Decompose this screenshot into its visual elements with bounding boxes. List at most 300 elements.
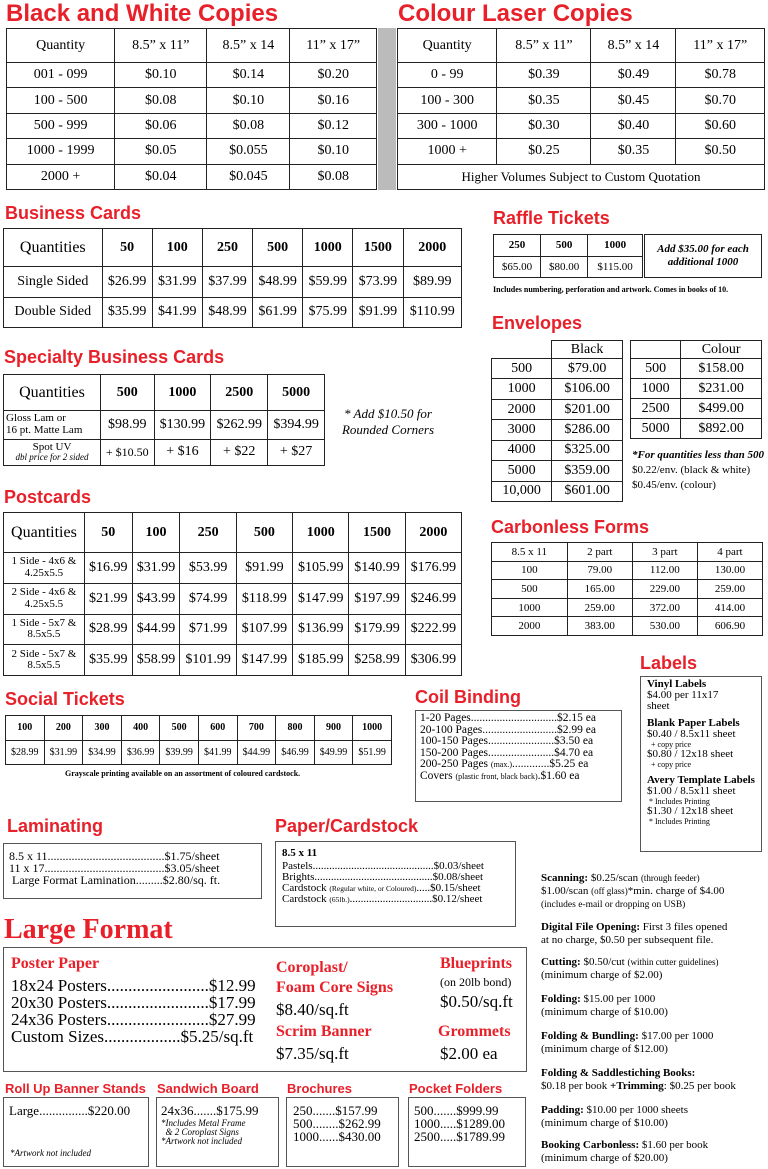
paper-line-note: (65lb.): [329, 895, 350, 904]
specialty-note: * Add $10.50 for: [344, 406, 432, 421]
service-text: $0.18 per book: [541, 1080, 611, 1092]
pc-row-label: 8.5x5.5: [27, 659, 61, 672]
large-format-box: [3, 947, 527, 1072]
service-text: (minimum charge of $10.00): [541, 1117, 668, 1129]
raffle-footnote: Includes numbering, perforation and artwork. Comes in books of 10.: [493, 285, 729, 294]
env-cell: 5000: [631, 419, 681, 439]
cf-header: 8.5 x 11: [492, 543, 568, 562]
service-text: $0.50/cut: [580, 956, 628, 968]
social-table: [5, 715, 392, 765]
bc-cell: $48.99: [253, 267, 303, 298]
sp-cell: $394.99: [268, 411, 325, 440]
st-header: 500: [160, 716, 199, 741]
st-header: 700: [237, 716, 276, 741]
labels-note: + copy price: [647, 760, 692, 769]
coil-line: .$1.60 ea: [537, 769, 580, 782]
bw-copies-title: Black and White Copies: [6, 0, 279, 27]
cf-cell: 79.00: [567, 561, 632, 580]
service-line: [541, 1006, 767, 1019]
colour-cell: 100 - 300: [398, 88, 497, 113]
sandwich-line: 24x36.......$175.99: [161, 1103, 259, 1118]
service-text: First 3 files opened: [640, 921, 728, 933]
coroplast-title: Coroplast/ Foam Core Signs: [276, 959, 394, 996]
service-text: Folding & Bundling:: [541, 1030, 639, 1042]
sp-cell: + $22: [211, 439, 268, 465]
service-text: +Trimming: [610, 1080, 664, 1092]
labels-note: * Includes Printing: [647, 817, 710, 826]
envelopes-bw-table: [491, 340, 623, 502]
env-cell: $201.00: [552, 399, 623, 419]
service-line: [541, 1030, 767, 1043]
labels-heading: Avery Template Labels: [647, 774, 755, 786]
pc-cell: $147.99: [236, 645, 292, 676]
coil-line-note: (plastic front, black back): [455, 771, 538, 781]
env-header: Black: [552, 341, 623, 359]
colour-cell: $0.45: [591, 88, 676, 113]
bc-cell: $59.99: [303, 267, 353, 298]
bc-cell: $35.99: [102, 297, 152, 328]
st-header: 400: [121, 716, 160, 741]
sp-cell: + $10.50: [101, 439, 155, 465]
cf-cell: 1000: [492, 598, 568, 617]
service-line: [541, 1152, 767, 1165]
colour-cell: $0.30: [497, 113, 591, 138]
sandwich-note: *Artwork not included: [161, 1136, 242, 1146]
pc-cell: $31.99: [132, 553, 180, 584]
env-cell: 10,000: [492, 481, 552, 501]
env-cell: $158.00: [681, 359, 762, 379]
cf-cell: 530.00: [632, 617, 697, 636]
carbonless-title: Carbonless Forms: [491, 517, 650, 537]
raffle-title: Raffle Tickets: [493, 208, 610, 228]
brochures-title: Brochures: [287, 1081, 353, 1096]
poster-line: 20x30 Posters........................$17.99: [11, 993, 256, 1012]
specialty-table: [3, 374, 325, 466]
grommets-price: $2.00 ea: [440, 1044, 498, 1063]
pc-cell: $58.99: [132, 645, 180, 676]
services-list: [541, 872, 767, 1165]
pc-cell: $176.99: [405, 553, 461, 584]
bc-header: 250: [202, 229, 252, 267]
env-cell: 3000: [492, 420, 552, 440]
brochure-line: 1000......$430.00: [293, 1129, 381, 1144]
rollup-line: Large...............$220.00: [9, 1103, 131, 1118]
env-cell: $231.00: [681, 379, 762, 399]
bc-header: 50: [102, 229, 152, 267]
bw-cell: $0.10: [115, 63, 207, 88]
coil-line-note: (max.): [490, 760, 513, 769]
folders-title: Pocket Folders: [409, 1081, 503, 1096]
pc-cell: $101.99: [180, 645, 236, 676]
bc-cell: $110.99: [403, 297, 462, 328]
service-text: (through feeder): [640, 873, 700, 883]
sp-row-label: Gloss Lam or: [6, 412, 66, 425]
brochures-box: [286, 1097, 399, 1167]
st-cell: $31.99: [44, 740, 83, 765]
pc-row-label: 1 Side - 5x7 &: [11, 616, 77, 629]
colour-header: Quantity: [398, 29, 497, 63]
bw-cell: $0.06: [115, 113, 207, 138]
st-cell: $51.99: [353, 740, 392, 765]
service-line: [541, 956, 767, 969]
blueprints-price: $0.50/sq.ft: [440, 992, 513, 1011]
colour-copies-title: Colour Laser Copies: [398, 0, 633, 27]
labels-heading: Blank Paper Labels: [647, 717, 740, 729]
cf-cell: 606.90: [697, 617, 762, 636]
scrim-title: Scrim Banner: [276, 1023, 372, 1040]
coil-line: 20-100 Pages..........................$2.99 ea: [420, 723, 596, 736]
sandwich-title: Sandwich Board: [157, 1081, 259, 1096]
raffle-header: 1000: [588, 235, 643, 257]
service-line: [541, 872, 767, 885]
bc-cell: $31.99: [152, 267, 202, 298]
pc-cell: $179.99: [349, 614, 405, 645]
specialty-note: Rounded Corners: [341, 421, 435, 437]
pc-row-label: 2 Side - 5x7 &: [11, 647, 77, 660]
brochure-line: 250.......$157.99: [293, 1103, 378, 1118]
service-text: $17.00 per 1000: [638, 1030, 714, 1042]
service-text: Folding & Saddlestiching Books:: [541, 1067, 696, 1079]
raffle-cell: $65.00: [494, 256, 541, 278]
paper-line: .....$0.15/sheet: [416, 882, 481, 894]
rollup-title: Roll Up Banner Stands: [5, 1081, 146, 1096]
bc-cell: Single Sided: [4, 267, 103, 298]
st-header: 300: [83, 716, 122, 741]
section-divider: [378, 28, 396, 190]
bc-cell: $48.99: [202, 297, 252, 328]
colour-cell: $0.49: [591, 63, 676, 88]
bw-copies-table: [6, 28, 377, 190]
sp-header: 5000: [268, 375, 325, 411]
env-cell: 5000: [492, 461, 552, 481]
service-text: (minimum charge of $12.00): [541, 1043, 668, 1055]
pc-header: 1500: [349, 513, 405, 553]
colour-cell: 300 - 1000: [398, 113, 497, 138]
service-line: [541, 1104, 767, 1117]
bw-cell: $0.20: [290, 63, 377, 88]
pc-cell: $35.99: [84, 645, 132, 676]
paper-line: ..............................$0.12/sheet: [349, 893, 483, 905]
postcards-table: [3, 512, 462, 676]
st-header: 100: [6, 716, 45, 741]
colour-cell: 1000 +: [398, 139, 497, 164]
sp-cell: $262.99: [211, 411, 268, 440]
pc-cell: $91.99: [236, 553, 292, 584]
raffle-add-note: Add $35.00 for each additional 1000: [644, 234, 762, 278]
colour-cell: $0.70: [676, 88, 765, 113]
bw-cell: $0.04: [115, 164, 207, 189]
pc-cell: $140.99: [349, 553, 405, 584]
pc-cell: $71.99: [180, 614, 236, 645]
bc-cell: $37.99: [202, 267, 252, 298]
bw-cell: 100 - 500: [7, 88, 115, 113]
paper-line: Brights: [282, 871, 315, 883]
cf-cell: 112.00: [632, 561, 697, 580]
colour-cell: $0.50: [676, 139, 765, 164]
raffle-header: 250: [494, 235, 541, 257]
bc-header: Quantities: [4, 229, 103, 267]
coil-title: Coil Binding: [415, 687, 521, 707]
labels-line: $4.00 per 11x17: [647, 689, 719, 701]
paper-line: Cardstock: [282, 882, 330, 894]
service-text: at no charge, $0.50 per subsequent file.: [541, 934, 714, 946]
bc-cell: $89.99: [403, 267, 462, 298]
pc-row-label: 8.5x5.5: [27, 628, 61, 641]
pc-header: 100: [132, 513, 180, 553]
postcards-title: Postcards: [4, 487, 92, 507]
raffle-header: 500: [541, 235, 588, 257]
laminating-box: [3, 843, 262, 899]
cf-cell: 372.00: [632, 598, 697, 617]
service-text: Booking Carbonless:: [541, 1139, 640, 1151]
service-text: (minimum charge of $2.00): [541, 969, 663, 981]
pc-header: 250: [180, 513, 236, 553]
pc-cell: $197.99: [349, 583, 405, 614]
bw-cell: $0.08: [290, 164, 377, 189]
pc-cell: $136.99: [293, 614, 349, 645]
raffle-table: [493, 234, 643, 278]
sp-header: 500: [101, 375, 155, 411]
service-line: [541, 1080, 767, 1093]
poster-line: 18x24 Posters........................$12.99: [11, 976, 256, 995]
st-header: 600: [198, 716, 237, 741]
env-cell: 2000: [492, 399, 552, 419]
cf-cell: 259.00: [697, 580, 762, 599]
bc-header: 1000: [303, 229, 353, 267]
bc-cell: $75.99: [303, 297, 353, 328]
env-header: Colour: [681, 341, 762, 359]
labels-note: * Includes Printing: [647, 797, 710, 806]
env-cell: $359.00: [552, 461, 623, 481]
bc-header: 100: [152, 229, 202, 267]
bc-header: 500: [253, 229, 303, 267]
st-header: 200: [44, 716, 83, 741]
env-cell: 500: [492, 359, 552, 379]
bc-cell: $91.99: [353, 297, 403, 328]
env-cell: 2500: [631, 399, 681, 419]
coil-line: 100-150 Pages.......................$3.50 ea: [420, 735, 594, 747]
pc-row-label: 1 Side - 4x6 &: [11, 555, 77, 568]
pc-cell: $21.99: [84, 583, 132, 614]
colour-cell: $0.40: [591, 113, 676, 138]
bc-cell: $73.99: [353, 267, 403, 298]
social-footnote: Grayscale printing available on an assortment of coloured cardstock.: [65, 769, 301, 778]
bw-header: Quantity: [7, 29, 115, 63]
st-cell: $36.99: [121, 740, 160, 765]
env-cell: $79.00: [552, 359, 623, 379]
bc-header: 1500: [353, 229, 403, 267]
service-text: Scanning:: [541, 872, 589, 884]
service-line: [541, 934, 767, 947]
paper-subtitle: 8.5 x 11: [282, 847, 318, 859]
sandwich-box: [156, 1097, 279, 1167]
labels-title: Labels: [640, 653, 698, 673]
pc-cell: $147.99: [293, 583, 349, 614]
cf-cell: 229.00: [632, 580, 697, 599]
rollup-box: [3, 1097, 149, 1167]
env-note: $0.45/env. (colour): [632, 478, 716, 491]
pc-cell: $306.99: [405, 645, 461, 676]
pc-cell: $53.99: [180, 553, 236, 584]
colour-copies-table: [397, 28, 765, 190]
colour-cell: $0.35: [591, 139, 676, 164]
paper-line: ............................................$0.03/sheet: [312, 860, 484, 872]
service-line: [541, 969, 767, 982]
cf-header: 4 part: [697, 543, 762, 562]
service-line: [541, 921, 767, 934]
colour-cell: $0.60: [676, 113, 765, 138]
env-cell: $325.00: [552, 440, 623, 460]
business-cards-table: [3, 228, 462, 328]
blueprints-title: Blueprints: [440, 955, 513, 972]
bw-cell: $0.16: [290, 88, 377, 113]
sp-header: 1000: [154, 375, 211, 411]
service-text: : $0.25 per book: [663, 1080, 736, 1092]
pc-cell: $43.99: [132, 583, 180, 614]
labels-line: $0.80 / 12x18 sheet: [647, 748, 734, 760]
service-text: Cutting:: [541, 956, 581, 968]
labels-line: $0.40 / 8.5x11 sheet: [647, 728, 736, 740]
labels-line: $1.00 / 8.5x11 sheet: [647, 785, 736, 797]
business-cards-title: Business Cards: [5, 203, 142, 223]
bw-cell: $0.055: [207, 139, 290, 164]
colour-footer: Higher Volumes Subject to Custom Quotation: [398, 164, 765, 189]
service-text: (minimum charge of $10.00): [541, 1006, 668, 1018]
paper-box: [275, 841, 516, 927]
pc-header: 500: [236, 513, 292, 553]
sp-cell: + $27: [268, 439, 325, 465]
pc-header: 1000: [293, 513, 349, 553]
bw-cell: $0.10: [207, 88, 290, 113]
pc-cell: $246.99: [405, 583, 461, 614]
pc-cell: $258.99: [349, 645, 405, 676]
st-cell: $39.99: [160, 740, 199, 765]
cf-cell: 500: [492, 580, 568, 599]
bw-cell: 2000 +: [7, 164, 115, 189]
service-line: [541, 898, 767, 912]
laminating-title: Laminating: [7, 816, 104, 836]
service-text: $1.60 per book: [639, 1139, 709, 1151]
pc-cell: $105.99: [293, 553, 349, 584]
bw-cell: $0.08: [207, 113, 290, 138]
cf-cell: 100: [492, 561, 568, 580]
env-cell: $286.00: [552, 420, 623, 440]
carbonless-table: [491, 542, 763, 636]
service-line: [541, 1139, 767, 1152]
bc-cell: $41.99: [152, 297, 202, 328]
envelopes-title: Envelopes: [492, 313, 583, 333]
st-cell: $44.99: [237, 740, 276, 765]
service-text: (includes e-mail or dropping on USB): [541, 900, 686, 910]
bc-header: 2000: [403, 229, 462, 267]
folders-box: [408, 1097, 526, 1167]
paper-line: ...........................................$0.08/sheet: [314, 871, 484, 883]
rollup-note: *Artwork not included: [10, 1148, 91, 1158]
colour-header: 8.5” x 11”: [497, 29, 591, 63]
labels-box: [640, 676, 762, 852]
cf-header: 3 part: [632, 543, 697, 562]
colour-cell: $0.78: [676, 63, 765, 88]
bw-cell: $0.045: [207, 164, 290, 189]
colour-cell: 0 - 99: [398, 63, 497, 88]
bc-cell: $61.99: [253, 297, 303, 328]
bw-header: 8.5” x 14: [207, 29, 290, 63]
colour-header: 8.5” x 14: [591, 29, 676, 63]
cf-cell: 414.00: [697, 598, 762, 617]
cf-cell: 383.00: [567, 617, 632, 636]
pc-header: 2000: [405, 513, 461, 553]
st-header: 800: [276, 716, 315, 741]
env-cell: $892.00: [681, 419, 762, 439]
bw-cell: 500 - 999: [7, 113, 115, 138]
colour-header: 11” x 17”: [676, 29, 765, 63]
sp-cell: + $16: [154, 439, 211, 465]
st-cell: $49.99: [314, 740, 353, 765]
poster-line: 24x36 Posters........................$27.99: [11, 1010, 256, 1029]
pc-cell: $185.99: [293, 645, 349, 676]
labels-heading: Vinyl Labels: [647, 678, 707, 690]
bw-cell: $0.05: [115, 139, 207, 164]
sp-header: 2500: [211, 375, 268, 411]
service-text: *min. charge of $4.00: [627, 885, 725, 897]
paper-title: Paper/Cardstock: [275, 816, 419, 836]
sp-row-label: Spot UV: [32, 440, 72, 453]
labels-note: + copy price: [647, 740, 692, 749]
bw-cell: $0.12: [290, 113, 377, 138]
envelopes-colour-table: [630, 340, 762, 439]
poster-title: Poster Paper: [11, 955, 100, 972]
sp-cell: $98.99: [101, 411, 155, 440]
pc-cell: $118.99: [236, 583, 292, 614]
large-format-title: Large Format: [4, 914, 173, 945]
bc-cell: Double Sided: [4, 297, 103, 328]
st-cell: $41.99: [198, 740, 237, 765]
lam-line: Large Format Lamination.........$2.80/sq. ft.: [9, 873, 221, 887]
coil-line: Covers: [420, 769, 456, 782]
brochure-line: 500........$262.99: [293, 1116, 381, 1131]
folder-line: 2500.....$1789.99: [414, 1129, 505, 1144]
bw-header: 8.5” x 11”: [115, 29, 207, 63]
colour-cell: $0.25: [497, 139, 591, 164]
colour-cell: $0.35: [497, 88, 591, 113]
st-cell: $28.99: [6, 740, 45, 765]
raffle-cell: $80.00: [541, 256, 588, 278]
st-header: 1000: [353, 716, 392, 741]
pc-row-label: 4.25x5.5: [24, 566, 64, 579]
pc-cell: $44.99: [132, 614, 180, 645]
service-line: [541, 1067, 767, 1080]
cf-header: 2 part: [567, 543, 632, 562]
service-text: (off glass): [591, 886, 628, 896]
cf-cell: 259.00: [567, 598, 632, 617]
service-text: (minimum charge of $20.00): [541, 1152, 668, 1164]
pc-header: 50: [84, 513, 132, 553]
st-cell: $46.99: [276, 740, 315, 765]
env-note: $0.22/env. (black & white): [632, 463, 751, 476]
sp-row-sublabel: dbl price for 2 sided: [15, 452, 89, 463]
cf-cell: 165.00: [567, 580, 632, 599]
coil-line: 150-200 Pages.......................$4.70 ea: [420, 746, 594, 759]
pc-cell: $107.99: [236, 614, 292, 645]
bw-header: 11” x 17”: [290, 29, 377, 63]
env-note-title: *For quantities less than 500: [632, 449, 765, 461]
raffle-cell: $115.00: [588, 256, 643, 278]
coil-line: 200-250 Pages: [420, 758, 491, 770]
pc-cell: $16.99: [84, 553, 132, 584]
bw-cell: $0.14: [207, 63, 290, 88]
env-cell: 4000: [492, 440, 552, 460]
coil-line: 1-20 Pages..............................$2.15 ea: [420, 712, 596, 724]
